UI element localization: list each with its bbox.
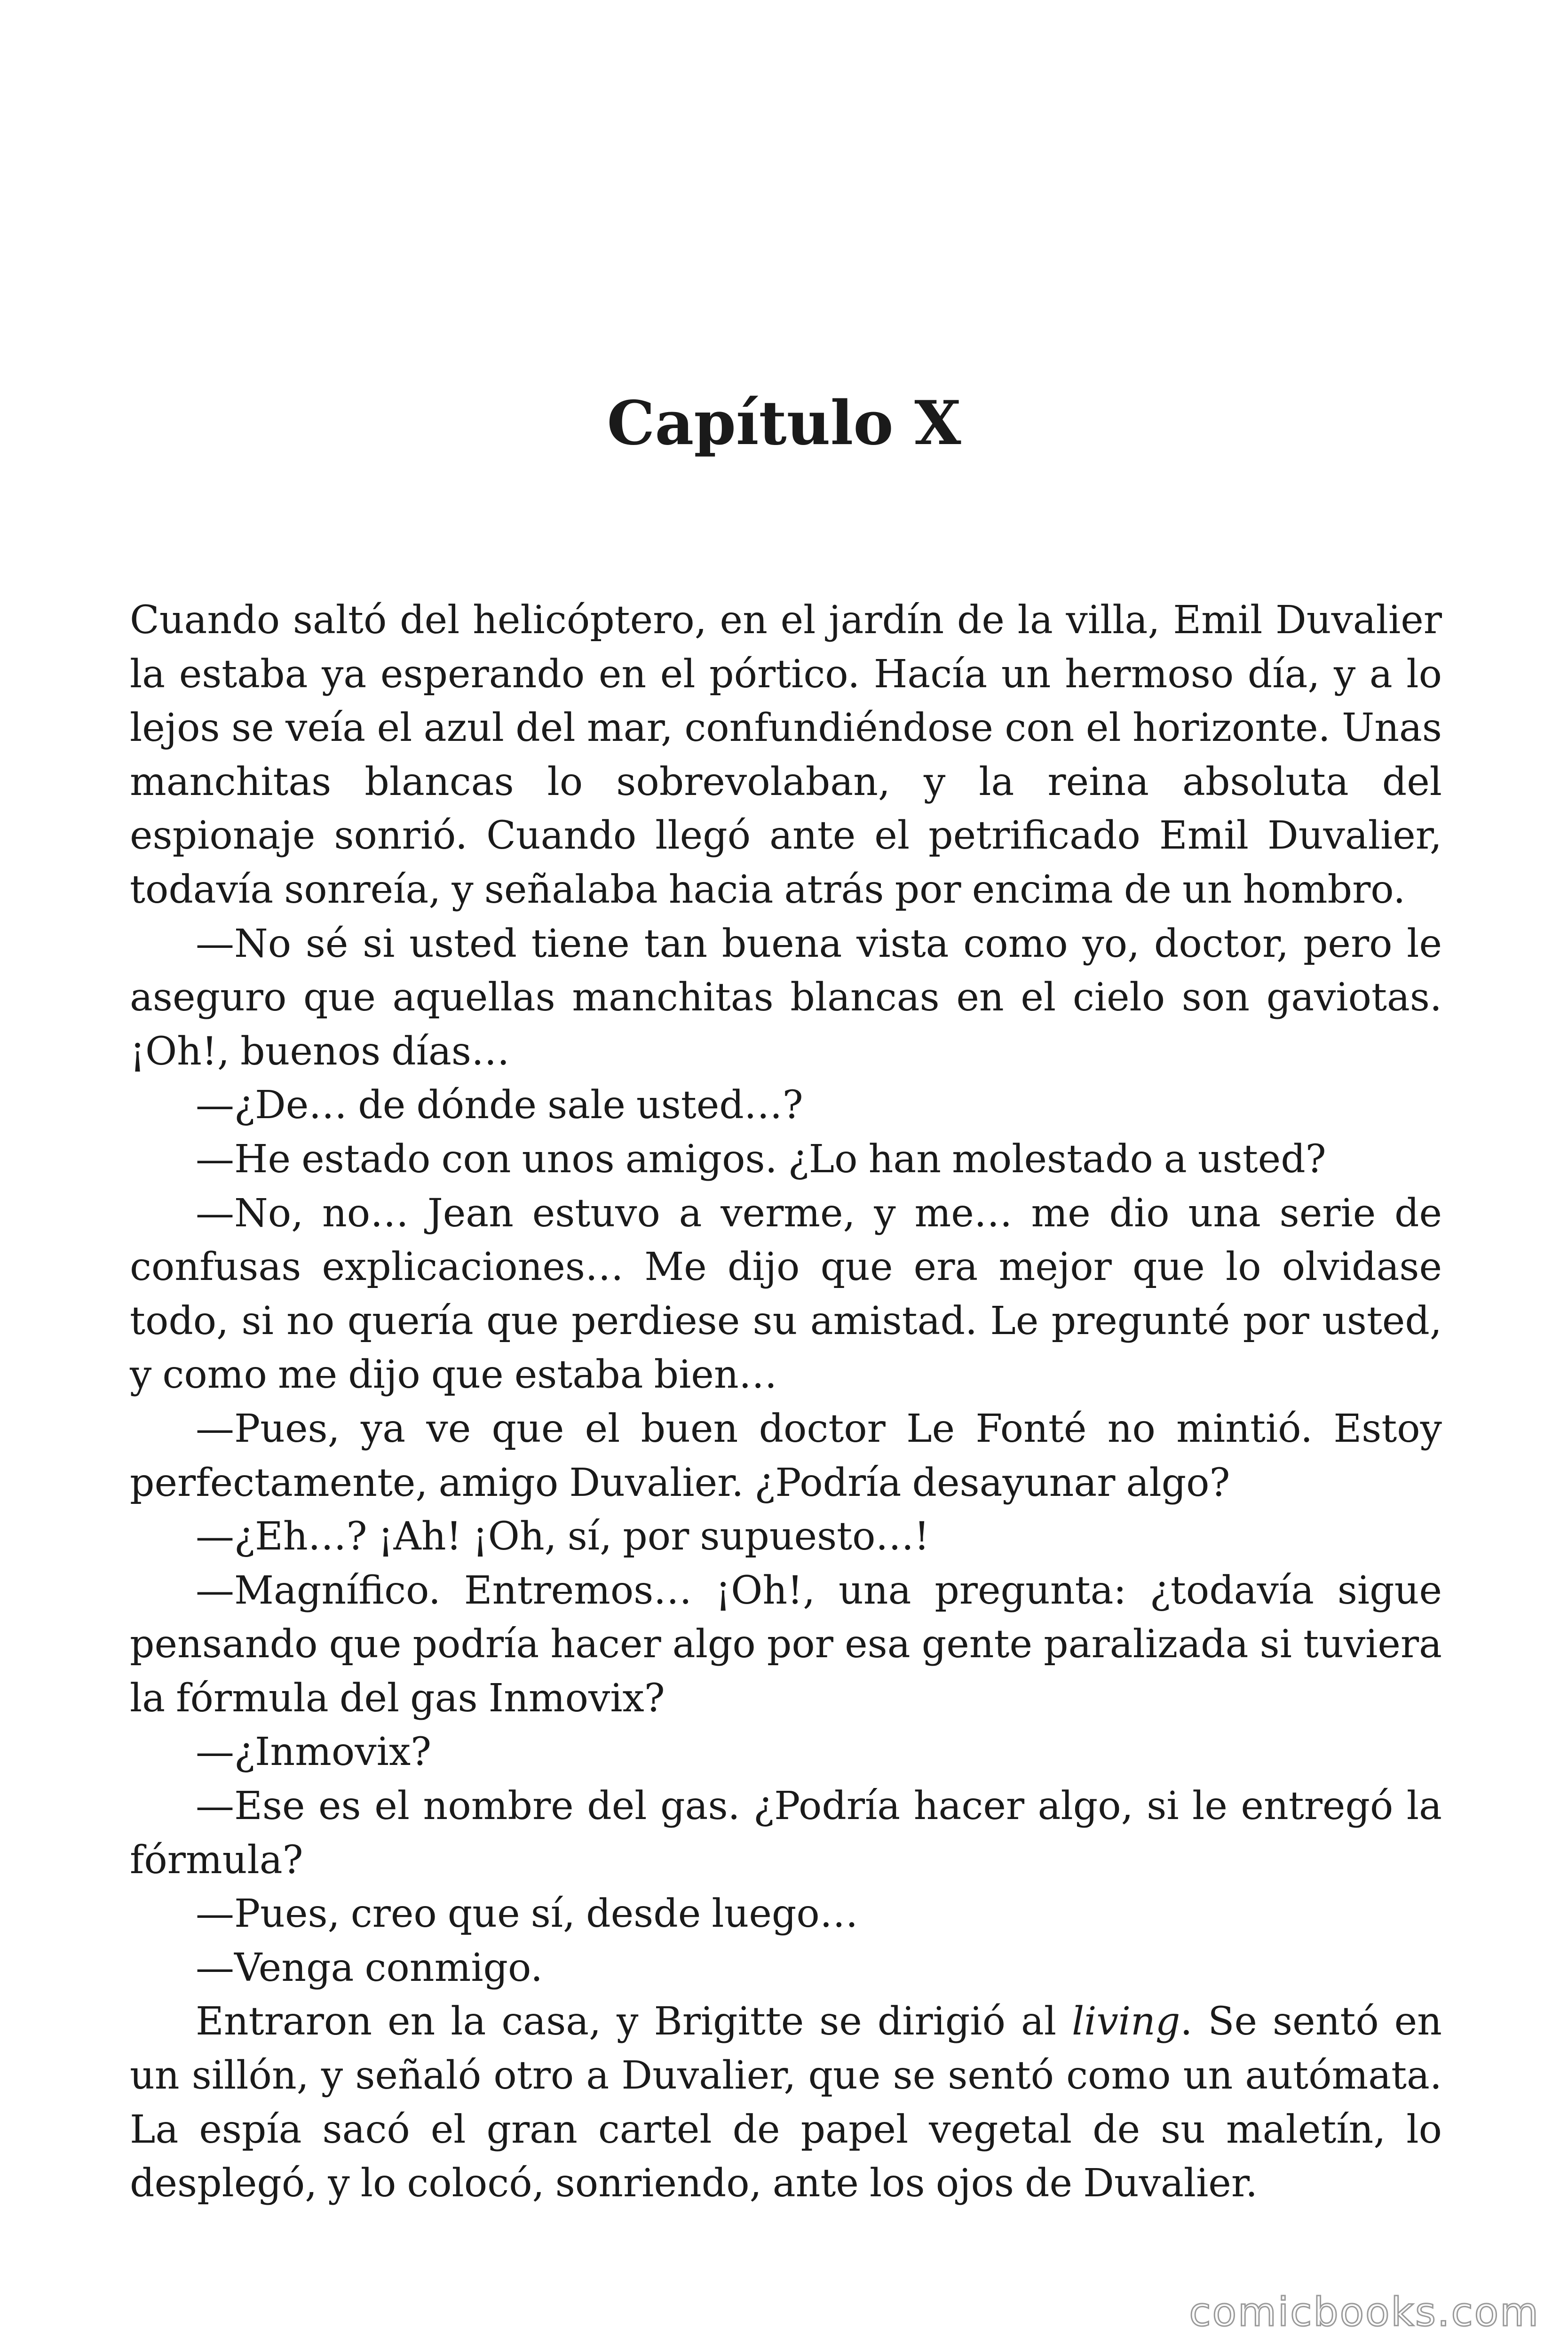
chapter-title: Capítulo X (607, 388, 961, 459)
dialogue-line: —¿Eh…? ¡Ah! ¡Oh, sí, por supuesto…! (196, 1514, 930, 1559)
paragraph (130, 1995, 1442, 2210)
dialogue-line: —No, no… Jean estuvo a verme, y me… me dio una serie de confusas explicaciones… Me dijo que era mejor que lo olvidase todo, si no quería que perdiese su amistad. Le pregunté por usted, y como me dijo que estaba bien… (130, 1191, 1442, 1398)
dialogue-line: —No sé si usted tiene tan buena vista como yo, doctor, pero le aseguro que aquellas manchitas blancas en el cielo son gaviotas. ¡Oh!, buenos días… (130, 921, 1442, 1074)
chapter-body (130, 594, 1442, 2211)
dialogue-line: —¿Inmovix? (196, 1730, 432, 1775)
dialogue-line: —Pues, creo que sí, desde luego… (196, 1891, 858, 1937)
dialogue-line: —¿De… de dónde sale usted…? (196, 1083, 803, 1128)
paragraph: Cuando saltó del helicóptero, en el jardín de la villa, Emil Duvalier la estaba ya esperando en el pórtico. Hacía un hermoso día, y a lo lejos se veía el azul del mar, confundiéndose con el horizonte. Unas manchitas blancas lo sobrevolaban, y la reina absoluta del espionaje sonrió. Cuando llegó ante el petrificado Emil Duvalier, todavía sonreía, y señalaba hacia atrás por encima de un hombro. (130, 598, 1442, 912)
dialogue-line: —Venga conmigo. (196, 1945, 543, 1990)
paragraph-text-start: Entraron en la casa, y Brigitte se dirigió al (196, 1999, 1072, 2044)
dialogue-line: —He estado con unos amigos. ¿Lo han molestado a usted? (196, 1136, 1326, 1182)
dialogue-line: —Ese es el nombre del gas. ¿Podría hacer algo, si le entregó la fórmula? (130, 1784, 1442, 1883)
paragraph-text-end: . Se sentó en un sillón, y señaló otro a Duvalier, que se sentó como un autómata. La espía sacó el gran cartel de papel vegetal de su maletín, lo desplegó, y lo colocó, sonriendo, ante los ojos de Duvalier. (130, 1999, 1442, 2206)
dialogue-line: —Pues, ya ve que el buen doctor Le Fonté no mintió. Estoy perfectamente, amigo Duvalier. ¿Podría desayunar algo? (130, 1406, 1442, 1505)
dialogue-line: —Magnífico. Entremos… ¡Oh!, una pregunta: ¿todavía sigue pensando que podría hacer algo por esa gente paralizada si tuviera la fórmula del gas Inmovix? (130, 1568, 1442, 1721)
watermark: comicbooks.com (1189, 2289, 1540, 2335)
emphasis-word: living (1072, 1999, 1180, 2044)
